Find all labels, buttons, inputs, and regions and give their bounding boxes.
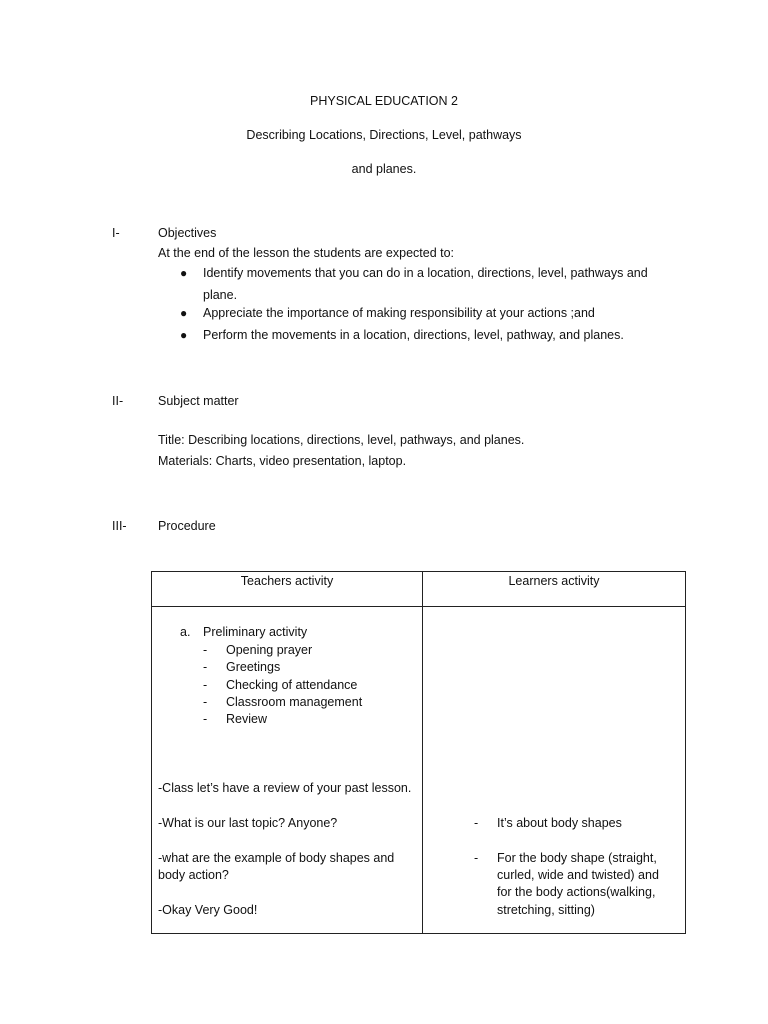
column-header-learners: Learners activity <box>423 572 686 607</box>
objective-item: Identify movements that you can do in a location, directions, level, pathways and <box>203 266 648 280</box>
teacher-line: body action? <box>158 868 229 882</box>
section-heading-procedure: Procedure <box>158 519 216 533</box>
teacher-line: -Class let’s have a review of your past lesson. <box>158 781 412 795</box>
learner-line: for the body actions(walking, <box>497 885 656 899</box>
subtitle-line-1: Describing Locations, Directions, Level, pathways <box>246 128 522 142</box>
teacher-line: -What is our last topic? Anyone? <box>158 816 338 830</box>
table-row <box>152 607 686 934</box>
subject-materials-line: Materials: Charts, video presentation, laptop. <box>158 454 407 468</box>
dash-marker: - <box>203 695 208 709</box>
bullet-icon: ● <box>180 328 188 342</box>
objective-item: Perform the movements in a location, directions, level, pathway, and planes. <box>203 328 624 342</box>
section-heading-objectives: Objectives <box>158 226 217 240</box>
section-numeral-subject: II- <box>112 394 124 408</box>
page-title: PHYSICAL EDUCATION 2 <box>310 94 458 108</box>
section-heading-subject: Subject matter <box>158 394 239 408</box>
subtitle-line-2: and planes. <box>351 162 417 176</box>
preliminary-sub-item: Classroom management <box>226 695 363 709</box>
objectives-intro: At the end of the lesson the students are expected to: <box>158 246 455 260</box>
preliminary-sub-item: Greetings <box>226 660 281 674</box>
preliminary-sub-item: Review <box>226 712 267 726</box>
objective-item-continuation: plane. <box>203 288 238 302</box>
learner-line: For the body shape (straight, <box>497 851 657 865</box>
teacher-line: -what are the example of body shapes and <box>158 851 395 865</box>
objective-item: Appreciate the importance of making responsibility at your actions ;and <box>203 306 595 320</box>
learner-line: stretching, sitting) <box>497 903 595 917</box>
column-header-teachers: Teachers activity <box>152 572 423 607</box>
learner-line: It’s about body shapes <box>497 816 622 830</box>
teachers-activity-cell <box>152 607 423 934</box>
subject-title-line: Title: Describing locations, directions, level, pathways, and planes. <box>158 433 525 447</box>
dash-marker: - <box>474 816 479 830</box>
dash-marker: - <box>474 851 479 865</box>
preliminary-sub-item: Checking of attendance <box>226 678 358 692</box>
table-header-row <box>152 572 686 607</box>
preliminary-label: Preliminary activity <box>203 625 308 639</box>
dash-marker: - <box>203 660 208 674</box>
learner-line: curled, wide and twisted) and <box>497 868 659 882</box>
learners-activity-cell <box>423 607 686 934</box>
bullet-icon: ● <box>180 306 188 320</box>
section-numeral-objectives: I- <box>112 226 120 240</box>
procedure-table <box>151 571 686 934</box>
teacher-line: -Okay Very Good! <box>158 903 258 917</box>
section-numeral-procedure: III- <box>112 519 127 533</box>
preliminary-sub-item: Opening prayer <box>226 643 313 657</box>
preliminary-marker: a. <box>180 625 191 639</box>
dash-marker: - <box>203 678 208 692</box>
bullet-icon: ● <box>180 266 188 280</box>
dash-marker: - <box>203 712 208 726</box>
dash-marker: - <box>203 643 208 657</box>
